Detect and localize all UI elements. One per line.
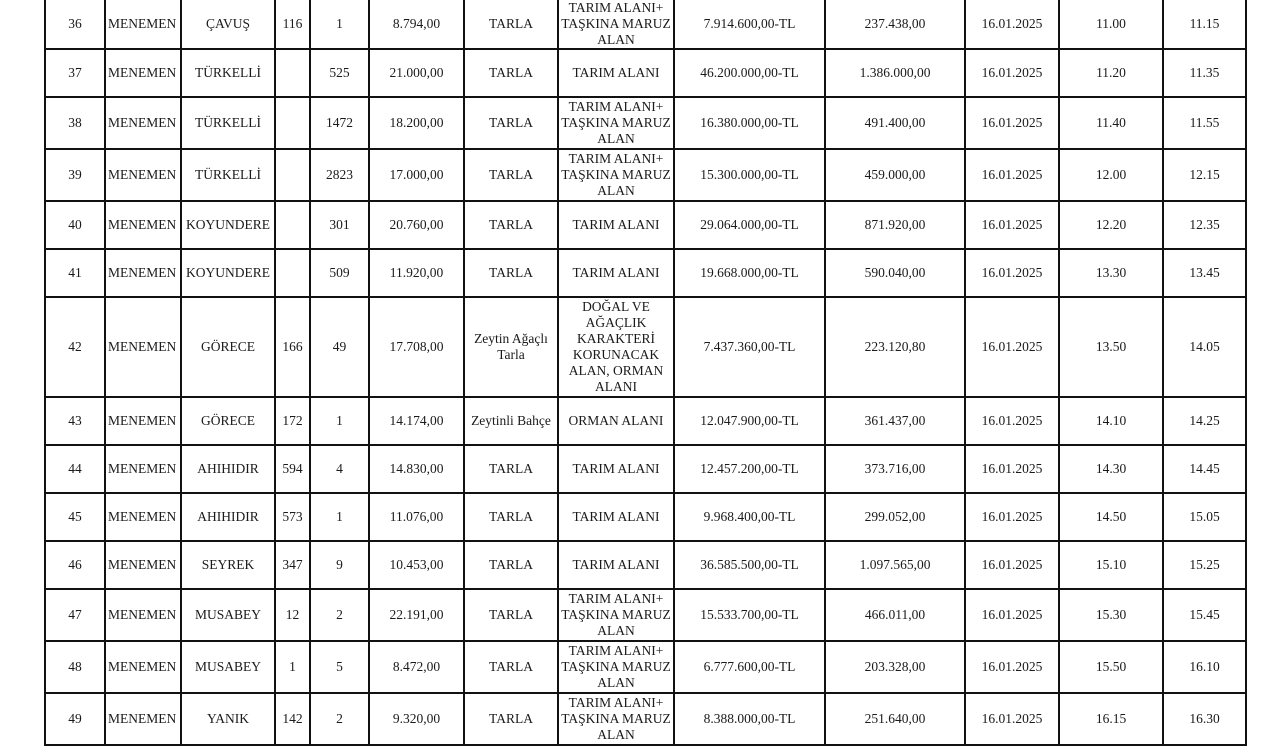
deposit-cell: 237.438,00: [825, 0, 965, 49]
auction-date-cell: 16.01.2025: [965, 541, 1059, 589]
start-time-cell: 12.00: [1059, 149, 1163, 201]
neighborhood-cell: AHIHIDIR: [181, 493, 275, 541]
table-body: [45, 0, 1246, 745]
block-cell: 594: [275, 445, 310, 493]
district-cell: MENEMEN: [105, 297, 181, 397]
zoning-cell: TARIM ALANI+ TAŞKINA MARUZ ALAN: [558, 589, 674, 641]
district-cell: MENEMEN: [105, 445, 181, 493]
property-type-cell: TARLA: [464, 149, 558, 201]
neighborhood-cell: MUSABEY: [181, 589, 275, 641]
parcel-cell: 1: [310, 493, 369, 541]
property-type-cell: Zeytinli Bahçe: [464, 397, 558, 445]
start-time-cell: 11.00: [1059, 0, 1163, 49]
district-cell: MENEMEN: [105, 493, 181, 541]
start-time-cell: 16.15: [1059, 693, 1163, 745]
block-cell: 1: [275, 641, 310, 693]
deposit-cell: 1.386.000,00: [825, 49, 965, 97]
district-cell: MENEMEN: [105, 397, 181, 445]
estimated-price-cell: 15.533.700,00-TL: [674, 589, 825, 641]
block-cell: [275, 201, 310, 249]
parcel-cell: 2: [310, 693, 369, 745]
area-cell: 11.076,00: [369, 493, 464, 541]
deposit-cell: 373.716,00: [825, 445, 965, 493]
auction-date-cell: 16.01.2025: [965, 249, 1059, 297]
auction-date-cell: 16.01.2025: [965, 297, 1059, 397]
property-type-cell: TARLA: [464, 493, 558, 541]
estimated-price-cell: 15.300.000,00-TL: [674, 149, 825, 201]
auction-date-cell: 16.01.2025: [965, 49, 1059, 97]
start-time-cell: 12.20: [1059, 201, 1163, 249]
area-cell: 14.174,00: [369, 397, 464, 445]
block-cell: [275, 97, 310, 149]
neighborhood-cell: TÜRKELLİ: [181, 49, 275, 97]
block-cell: 142: [275, 693, 310, 745]
neighborhood-cell: ÇAVUŞ: [181, 0, 275, 49]
block-cell: [275, 249, 310, 297]
auction-date-cell: 16.01.2025: [965, 445, 1059, 493]
end-time-cell: 15.05: [1163, 493, 1246, 541]
row-number-cell: 36: [45, 0, 105, 49]
estimated-price-cell: 19.668.000,00-TL: [674, 249, 825, 297]
parcel-cell: 9: [310, 541, 369, 589]
estimated-price-cell: 29.064.000,00-TL: [674, 201, 825, 249]
district-cell: MENEMEN: [105, 589, 181, 641]
parcel-cell: 525: [310, 49, 369, 97]
district-cell: MENEMEN: [105, 693, 181, 745]
zoning-cell: TARIM ALANI: [558, 49, 674, 97]
area-cell: 17.708,00: [369, 297, 464, 397]
end-time-cell: 16.30: [1163, 693, 1246, 745]
start-time-cell: 11.40: [1059, 97, 1163, 149]
deposit-cell: 466.011,00: [825, 589, 965, 641]
table-row: [45, 641, 1246, 693]
neighborhood-cell: YANIK: [181, 693, 275, 745]
area-cell: 10.453,00: [369, 541, 464, 589]
property-type-cell: TARLA: [464, 641, 558, 693]
table-row: [45, 493, 1246, 541]
neighborhood-cell: TÜRKELLİ: [181, 149, 275, 201]
district-cell: MENEMEN: [105, 249, 181, 297]
area-cell: 20.760,00: [369, 201, 464, 249]
table-row: [45, 97, 1246, 149]
area-cell: 21.000,00: [369, 49, 464, 97]
row-number-cell: 40: [45, 201, 105, 249]
area-cell: 17.000,00: [369, 149, 464, 201]
start-time-cell: 14.50: [1059, 493, 1163, 541]
row-number-cell: 42: [45, 297, 105, 397]
block-cell: 172: [275, 397, 310, 445]
table-row: [45, 397, 1246, 445]
property-type-cell: TARLA: [464, 201, 558, 249]
end-time-cell: 14.25: [1163, 397, 1246, 445]
deposit-cell: 491.400,00: [825, 97, 965, 149]
estimated-price-cell: 12.047.900,00-TL: [674, 397, 825, 445]
property-type-cell: TARLA: [464, 97, 558, 149]
parcel-cell: 1: [310, 0, 369, 49]
district-cell: MENEMEN: [105, 541, 181, 589]
estimated-price-cell: 7.914.600,00-TL: [674, 0, 825, 49]
property-type-cell: TARLA: [464, 589, 558, 641]
neighborhood-cell: TÜRKELLİ: [181, 97, 275, 149]
start-time-cell: 15.30: [1059, 589, 1163, 641]
table-row: [45, 589, 1246, 641]
estimated-price-cell: 7.437.360,00-TL: [674, 297, 825, 397]
estimated-price-cell: 8.388.000,00-TL: [674, 693, 825, 745]
table-row: [45, 201, 1246, 249]
deposit-cell: 361.437,00: [825, 397, 965, 445]
end-time-cell: 12.35: [1163, 201, 1246, 249]
table-row: [45, 445, 1246, 493]
row-number-cell: 37: [45, 49, 105, 97]
estimated-price-cell: 16.380.000,00-TL: [674, 97, 825, 149]
parcel-cell: 5: [310, 641, 369, 693]
parcel-cell: 1: [310, 397, 369, 445]
area-cell: 8.472,00: [369, 641, 464, 693]
deposit-cell: 203.328,00: [825, 641, 965, 693]
property-type-cell: TARLA: [464, 693, 558, 745]
district-cell: MENEMEN: [105, 49, 181, 97]
zoning-cell: TARIM ALANI: [558, 201, 674, 249]
estimated-price-cell: 6.777.600,00-TL: [674, 641, 825, 693]
district-cell: MENEMEN: [105, 0, 181, 49]
block-cell: 166: [275, 297, 310, 397]
neighborhood-cell: KOYUNDERE: [181, 201, 275, 249]
auction-date-cell: 16.01.2025: [965, 693, 1059, 745]
end-time-cell: 15.45: [1163, 589, 1246, 641]
end-time-cell: 11.55: [1163, 97, 1246, 149]
parcel-cell: 509: [310, 249, 369, 297]
table-row: [45, 49, 1246, 97]
block-cell: 12: [275, 589, 310, 641]
table-row: [45, 149, 1246, 201]
estimated-price-cell: 46.200.000,00-TL: [674, 49, 825, 97]
parcel-cell: 2: [310, 589, 369, 641]
auction-date-cell: 16.01.2025: [965, 493, 1059, 541]
zoning-cell: TARIM ALANI+ TAŞKINA MARUZ ALAN: [558, 149, 674, 201]
zoning-cell: TARIM ALANI: [558, 493, 674, 541]
row-number-cell: 49: [45, 693, 105, 745]
parcel-cell: 4: [310, 445, 369, 493]
zoning-cell: TARIM ALANI: [558, 541, 674, 589]
deposit-cell: 871.920,00: [825, 201, 965, 249]
parcel-cell: 301: [310, 201, 369, 249]
area-cell: 14.830,00: [369, 445, 464, 493]
parcel-cell: 49: [310, 297, 369, 397]
estimated-price-cell: 36.585.500,00-TL: [674, 541, 825, 589]
area-cell: 11.920,00: [369, 249, 464, 297]
table-row: [45, 297, 1246, 397]
parcel-cell: 2823: [310, 149, 369, 201]
estimated-price-cell: 9.968.400,00-TL: [674, 493, 825, 541]
auction-date-cell: 16.01.2025: [965, 397, 1059, 445]
row-number-cell: 41: [45, 249, 105, 297]
end-time-cell: 13.45: [1163, 249, 1246, 297]
start-time-cell: 15.50: [1059, 641, 1163, 693]
property-type-cell: TARLA: [464, 541, 558, 589]
end-time-cell: 12.15: [1163, 149, 1246, 201]
zoning-cell: TARIM ALANI: [558, 445, 674, 493]
auction-date-cell: 16.01.2025: [965, 589, 1059, 641]
neighborhood-cell: GÖRECE: [181, 297, 275, 397]
auction-date-cell: 16.01.2025: [965, 0, 1059, 49]
district-cell: MENEMEN: [105, 641, 181, 693]
area-cell: 18.200,00: [369, 97, 464, 149]
start-time-cell: 13.50: [1059, 297, 1163, 397]
table-row: [45, 541, 1246, 589]
row-number-cell: 47: [45, 589, 105, 641]
neighborhood-cell: SEYREK: [181, 541, 275, 589]
row-number-cell: 43: [45, 397, 105, 445]
row-number-cell: 45: [45, 493, 105, 541]
end-time-cell: 14.05: [1163, 297, 1246, 397]
area-cell: 22.191,00: [369, 589, 464, 641]
auction-date-cell: 16.01.2025: [965, 149, 1059, 201]
district-cell: MENEMEN: [105, 149, 181, 201]
table-row: [45, 693, 1246, 745]
area-cell: 8.794,00: [369, 0, 464, 49]
neighborhood-cell: AHIHIDIR: [181, 445, 275, 493]
neighborhood-cell: GÖRECE: [181, 397, 275, 445]
property-type-cell: TARLA: [464, 249, 558, 297]
row-number-cell: 46: [45, 541, 105, 589]
table-row: [45, 0, 1246, 49]
start-time-cell: 13.30: [1059, 249, 1163, 297]
property-type-cell: TARLA: [464, 49, 558, 97]
zoning-cell: TARIM ALANI+ TAŞKINA MARUZ ALAN: [558, 641, 674, 693]
zoning-cell: TARIM ALANI: [558, 249, 674, 297]
row-number-cell: 39: [45, 149, 105, 201]
auction-date-cell: 16.01.2025: [965, 641, 1059, 693]
property-type-cell: TARLA: [464, 0, 558, 49]
end-time-cell: 16.10: [1163, 641, 1246, 693]
auction-date-cell: 16.01.2025: [965, 201, 1059, 249]
block-cell: [275, 149, 310, 201]
row-number-cell: 48: [45, 641, 105, 693]
deposit-cell: 299.052,00: [825, 493, 965, 541]
zoning-cell: DOĞAL VE AĞAÇLIK KARAKTERİ KORUNACAK ALAN, ORMAN ALANI: [558, 297, 674, 397]
block-cell: 573: [275, 493, 310, 541]
row-number-cell: 44: [45, 445, 105, 493]
property-type-cell: Zeytin Ağaçlı Tarla: [464, 297, 558, 397]
deposit-cell: 251.640,00: [825, 693, 965, 745]
deposit-cell: 459.000,00: [825, 149, 965, 201]
zoning-cell: TARIM ALANI+ TAŞKINA MARUZ ALAN: [558, 693, 674, 745]
zoning-cell: TARIM ALANI+ TAŞKINA MARUZ ALAN: [558, 0, 674, 49]
neighborhood-cell: MUSABEY: [181, 641, 275, 693]
area-cell: 9.320,00: [369, 693, 464, 745]
district-cell: MENEMEN: [105, 201, 181, 249]
end-time-cell: 15.25: [1163, 541, 1246, 589]
auction-date-cell: 16.01.2025: [965, 97, 1059, 149]
start-time-cell: 14.30: [1059, 445, 1163, 493]
zoning-cell: TARIM ALANI+ TAŞKINA MARUZ ALAN: [558, 97, 674, 149]
property-type-cell: TARLA: [464, 445, 558, 493]
table-row: [45, 249, 1246, 297]
block-cell: [275, 49, 310, 97]
auction-table: [44, 0, 1247, 746]
deposit-cell: 223.120,80: [825, 297, 965, 397]
block-cell: 347: [275, 541, 310, 589]
end-time-cell: 11.35: [1163, 49, 1246, 97]
end-time-cell: 11.15: [1163, 0, 1246, 49]
neighborhood-cell: KOYUNDERE: [181, 249, 275, 297]
start-time-cell: 11.20: [1059, 49, 1163, 97]
block-cell: 116: [275, 0, 310, 49]
start-time-cell: 14.10: [1059, 397, 1163, 445]
district-cell: MENEMEN: [105, 97, 181, 149]
end-time-cell: 14.45: [1163, 445, 1246, 493]
deposit-cell: 590.040,00: [825, 249, 965, 297]
start-time-cell: 15.10: [1059, 541, 1163, 589]
row-number-cell: 38: [45, 97, 105, 149]
deposit-cell: 1.097.565,00: [825, 541, 965, 589]
zoning-cell: ORMAN ALANI: [558, 397, 674, 445]
parcel-cell: 1472: [310, 97, 369, 149]
estimated-price-cell: 12.457.200,00-TL: [674, 445, 825, 493]
